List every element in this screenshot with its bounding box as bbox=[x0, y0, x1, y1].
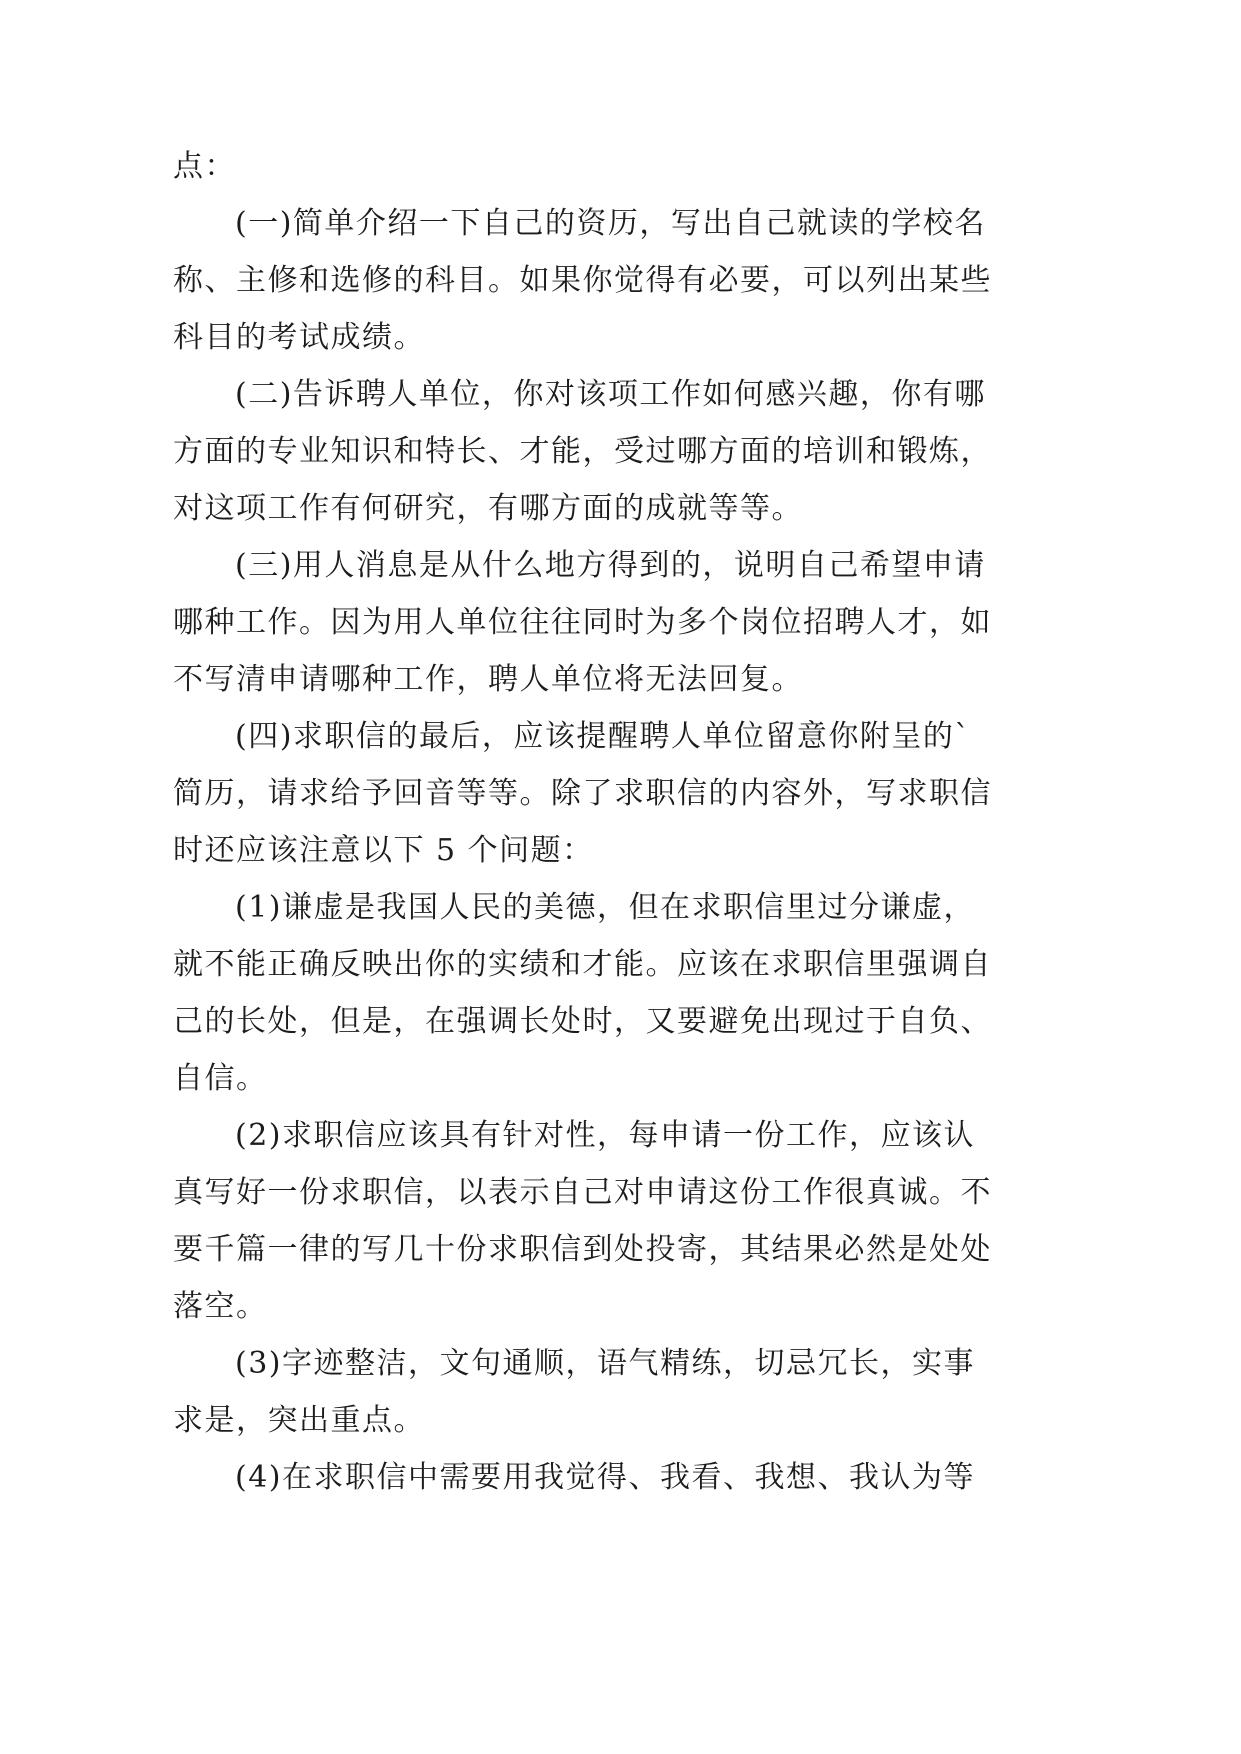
text-line: 哪种工作。因为用人单位往往同时为多个岗位招聘人才，如 bbox=[173, 605, 992, 640]
text-line: 时还应该注意以下 5 个问题： bbox=[173, 833, 594, 868]
text-line: 就不能正确反映出你的实绩和才能。应该在求职信里强调自 bbox=[173, 947, 992, 982]
text-line: (2)求职信应该具有针对性，每申请一份工作，应该认 bbox=[235, 1118, 975, 1153]
text-line: 点： bbox=[173, 149, 236, 184]
text-line: (1)谦虚是我国人民的美德，但在求职信里过分谦虚， bbox=[235, 890, 975, 925]
text-line: 方面的专业知识和特长、才能，受过哪方面的培训和锻炼， bbox=[173, 434, 992, 469]
text-line: 不写清申请哪种工作，聘人单位将无法回复。 bbox=[173, 662, 803, 697]
text-line: 对这项工作有何研究，有哪方面的成就等等。 bbox=[173, 491, 803, 526]
text-line: (3)字迹整洁，文句通顺，语气精练，切忌冗长，实事 bbox=[235, 1346, 975, 1381]
text-line: 己的长处，但是，在强调长处时，又要避免出现过于自负、 bbox=[173, 1004, 992, 1039]
text-line: (三)用人消息是从什么地方得到的，说明自己希望申请 bbox=[235, 548, 986, 583]
text-line: (四)求职信的最后，应该提醒聘人单位留意你附呈的` bbox=[235, 719, 971, 754]
text-line: 科目的考试成绩。 bbox=[173, 320, 425, 355]
text-line: 自信。 bbox=[173, 1061, 268, 1096]
text-line: 称、主修和选修的科目。如果你觉得有必要，可以列出某些 bbox=[173, 263, 992, 298]
text-line: 求是，突出重点。 bbox=[173, 1403, 425, 1438]
text-line: 落空。 bbox=[173, 1289, 268, 1324]
text-line: (4)在求职信中需要用我觉得、我看、我想、我认为等 bbox=[235, 1460, 975, 1495]
text-line: 要千篇一律的写几十份求职信到处投寄，其结果必然是处处 bbox=[173, 1232, 992, 1267]
text-line: (一)简单介绍一下自己的资历，写出自己就读的学校名 bbox=[235, 206, 986, 241]
text-line: 真写好一份求职信，以表示自己对申请这份工作很真诚。不 bbox=[173, 1175, 992, 1210]
text-line: (二)告诉聘人单位，你对该项工作如何感兴趣，你有哪 bbox=[235, 377, 986, 412]
text-line: 简历，请求给予回音等等。除了求职信的内容外，写求职信 bbox=[173, 776, 992, 811]
